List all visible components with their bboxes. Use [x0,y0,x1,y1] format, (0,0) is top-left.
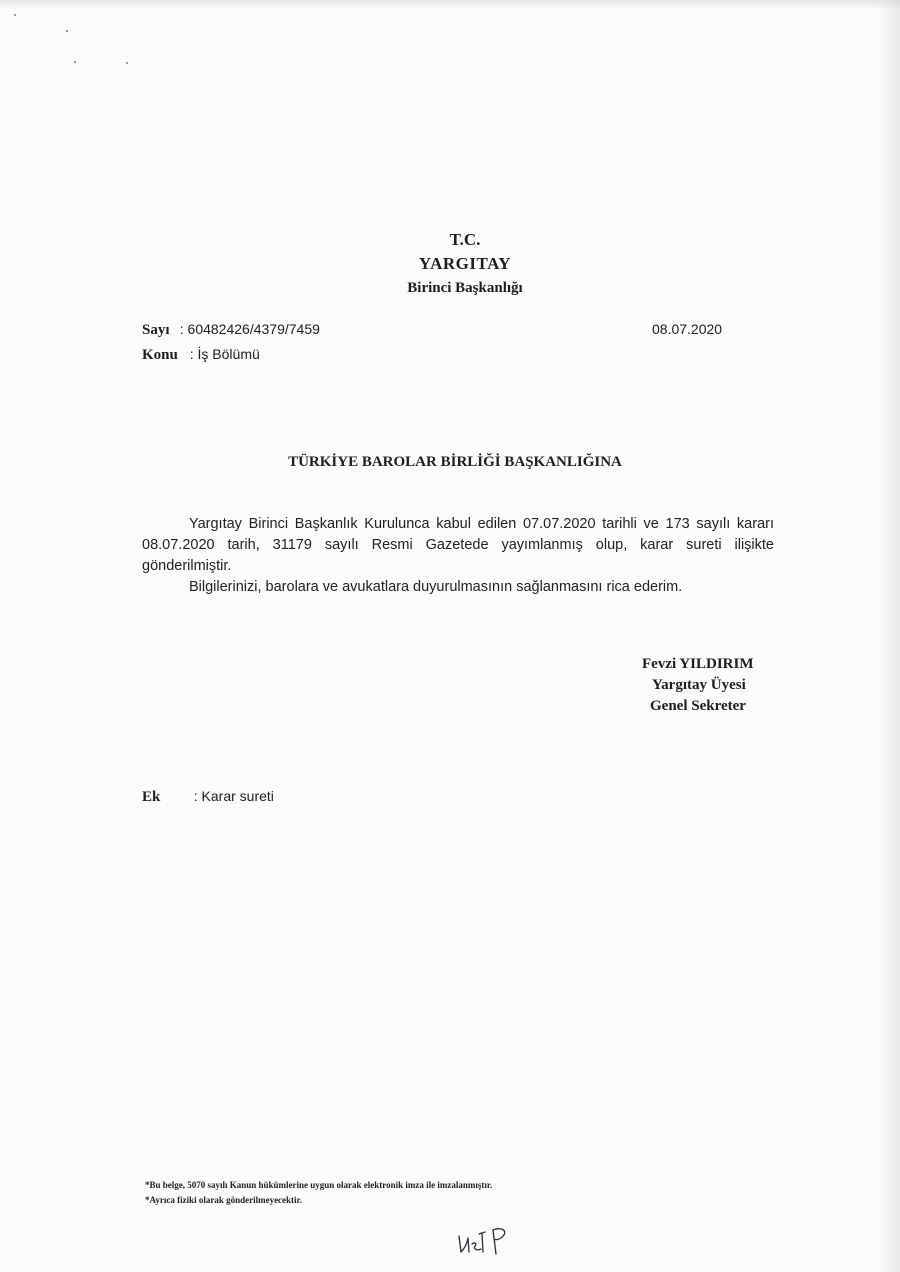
letter-body [142,514,774,598]
attachment-label: Ek [142,789,161,805]
signatory-position: Genel Sekreter [650,698,746,714]
body-paragraph-2: Bilgilerinizi, barolara ve avukatlara duyurulmasının sağlanmasını rica ederim. [189,579,683,595]
subject-value: : İş Bölümü [189,346,260,362]
signatory-name: Fevzi YILDIRIM [642,656,754,672]
footnote-esignature: *Bu belge, 5070 sayılı Kanun hükümlerine uygun olarak elektronik imza ile imzalanmıştır. [145,1180,493,1190]
reference-number-value: : 60482426/4379/7459 [179,321,320,337]
attachment-row [142,788,274,806]
letterhead [0,228,900,300]
signature-block [642,654,754,717]
reference-number-row [142,321,320,339]
signatory-title: Yargıtay Üyesi [652,677,746,693]
footnotes [145,1178,492,1208]
letterhead-country: T.C. [449,230,481,249]
handwritten-initials [455,1222,517,1264]
document-date: 08.07.2020 [652,321,723,337]
scan-speck [14,14,16,16]
recipient-heading: TÜRKİYE BAROLAR BİRLİĞİ BAŞKANLIĞINA [288,454,622,470]
subject-row [142,346,260,364]
subject-label: Konu [142,347,178,363]
letterhead-department: Birinci Başkanlığı [407,280,523,296]
scan-edge-shadow [878,0,900,1272]
scan-top-shadow [0,0,900,10]
body-paragraph-1: Yargıtay Birinci Başkanlık Kurulunca kabul edilen 07.07.2020 tarihli ve 173 sayılı kararı 08.07.2020 tarih, 31179 sayılı Resmi Gazetede yayımlanmış olup, karar sureti ilişikte gönderilmiştir. [142,516,774,574]
letterhead-institution: YARGITAY [418,254,512,273]
scan-speck [126,62,128,64]
footnote-no-physical-copy: *Ayrıca fiziki olarak gönderilmeyecektir. [145,1195,302,1205]
scan-speck [66,30,68,32]
attachment-value: : Karar sureti [193,788,274,804]
scan-speck [74,61,76,63]
reference-number-label: Sayı [142,322,170,338]
